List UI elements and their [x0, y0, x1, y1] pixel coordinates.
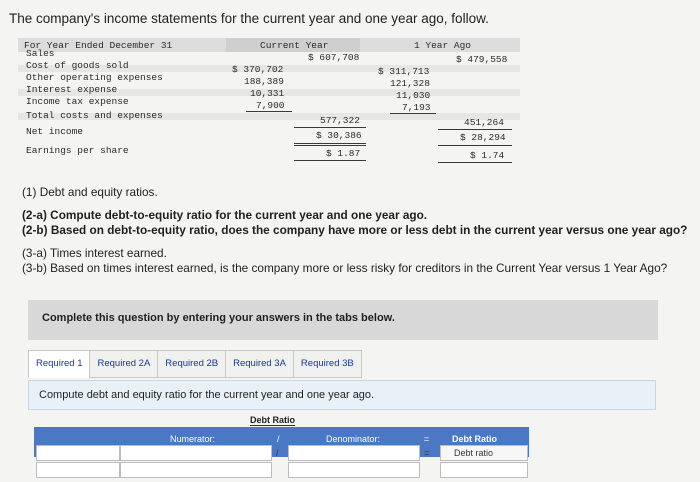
- row-cogs-current: $ 370,702: [232, 64, 284, 75]
- row-tax-label: Income tax expense: [26, 96, 129, 107]
- row-net-income-prior: $ 28,294: [460, 132, 506, 143]
- row-label-input-2[interactable]: [36, 462, 120, 478]
- row-cogs-prior: $ 311,713: [378, 66, 430, 77]
- row-interest-label: Interest expense: [26, 84, 118, 95]
- complete-prompt-box: [28, 300, 658, 340]
- complete-prompt: Complete this question by entering your answers in the tabs below.: [42, 312, 395, 324]
- row-opex-current: 188,389: [244, 76, 284, 87]
- row-opex-label: Other operating expenses: [26, 72, 163, 83]
- instruction-box: [28, 380, 656, 410]
- tab-required-3a[interactable]: Required 3A: [225, 350, 294, 378]
- row-interest-prior: 11,030: [396, 90, 431, 101]
- question-3b: (3-b) Based on times interest earned, is the company more or less risky for creditors in the Current Year versus 1 Year Ago?: [22, 261, 668, 275]
- equals-symbol: =: [424, 448, 430, 458]
- question-list: [22, 185, 687, 276]
- required-tabs: [28, 350, 361, 378]
- net-rule-current-2: [294, 145, 366, 146]
- question-2a: (2-a) Compute debt-to-equity ratio for the current year and one year ago.: [22, 208, 428, 222]
- tab-required-2a[interactable]: Required 2A: [89, 350, 158, 378]
- header-current: Current Year: [260, 40, 329, 51]
- denominator-input-2[interactable]: [288, 462, 420, 478]
- equals-symbol-header: =: [424, 434, 430, 444]
- instruction-text: Compute debt and equity ratio for the current year and one year ago.: [39, 389, 375, 401]
- row-cogs-label: Cost of goods sold: [26, 60, 129, 71]
- intro-text: The company's income statements for the current year and one year ago, follow.: [9, 11, 489, 26]
- row-sales-label: Sales: [26, 48, 55, 59]
- question-2b: (2-b) Based on debt-to-equity ratio, does the company have more or less debt in the current year versus one year ago?: [22, 223, 688, 237]
- row-tax-prior: 7,193: [402, 102, 431, 113]
- subtotal-rule-current: [246, 111, 292, 112]
- subtotal-rule-prior: [390, 113, 436, 114]
- tab-required-1[interactable]: Required 1: [28, 350, 90, 378]
- row-eps-current: $ 1.87: [326, 148, 361, 159]
- row-total-costs-prior: 451,264: [464, 117, 504, 128]
- eps-rule-current: [294, 160, 366, 161]
- result-header: Debt Ratio: [452, 434, 497, 444]
- result-label: Debt ratio: [454, 448, 494, 458]
- row-sales-prior: $ 479,558: [456, 54, 508, 65]
- numerator-input[interactable]: [120, 445, 272, 461]
- debt-ratio-table: [32, 412, 652, 482]
- row-interest-current: 10,331: [250, 88, 285, 99]
- eps-rule-prior: [438, 162, 512, 163]
- total-rule-prior: [438, 129, 512, 130]
- divide-symbol-header: /: [277, 434, 280, 444]
- row-net-income-label: Net income: [26, 126, 84, 137]
- question-1: (1) Debt and equity ratios.: [22, 185, 158, 199]
- net-rule-current: [294, 143, 366, 144]
- question-3a: (3-a) Times interest earned.: [22, 246, 167, 260]
- result-cell-2: [440, 462, 528, 478]
- row-eps-label: Earnings per share: [26, 145, 129, 156]
- total-rule-current: [294, 127, 366, 128]
- denominator-input[interactable]: [288, 445, 420, 461]
- header-prior: 1 Year Ago: [414, 40, 472, 51]
- income-statement: [18, 38, 520, 166]
- row-label-input[interactable]: [36, 445, 120, 461]
- tab-required-3b[interactable]: Required 3B: [293, 350, 362, 378]
- net-rule-prior: [438, 145, 512, 146]
- denominator-label: Denominator:: [326, 434, 381, 444]
- numerator-input-2[interactable]: [120, 462, 272, 478]
- row-total-costs-current: 577,322: [320, 115, 360, 126]
- header-label: For Year Ended December 31: [24, 40, 173, 51]
- row-opex-prior: 121,328: [390, 78, 430, 89]
- row-tax-current: 7,900: [256, 100, 285, 111]
- tab-required-2b[interactable]: Required 2B: [157, 350, 226, 378]
- row-eps-prior: $ 1.74: [470, 150, 505, 161]
- row-net-income-current: $ 30,386: [316, 130, 362, 141]
- numerator-label: Numerator:: [170, 434, 216, 444]
- row-total-costs-label: Total costs and expenses: [26, 110, 163, 121]
- debt-ratio-title: Debt Ratio: [250, 415, 295, 425]
- divide-symbol: /: [276, 448, 279, 458]
- row-sales-current: $ 607,708: [308, 52, 360, 63]
